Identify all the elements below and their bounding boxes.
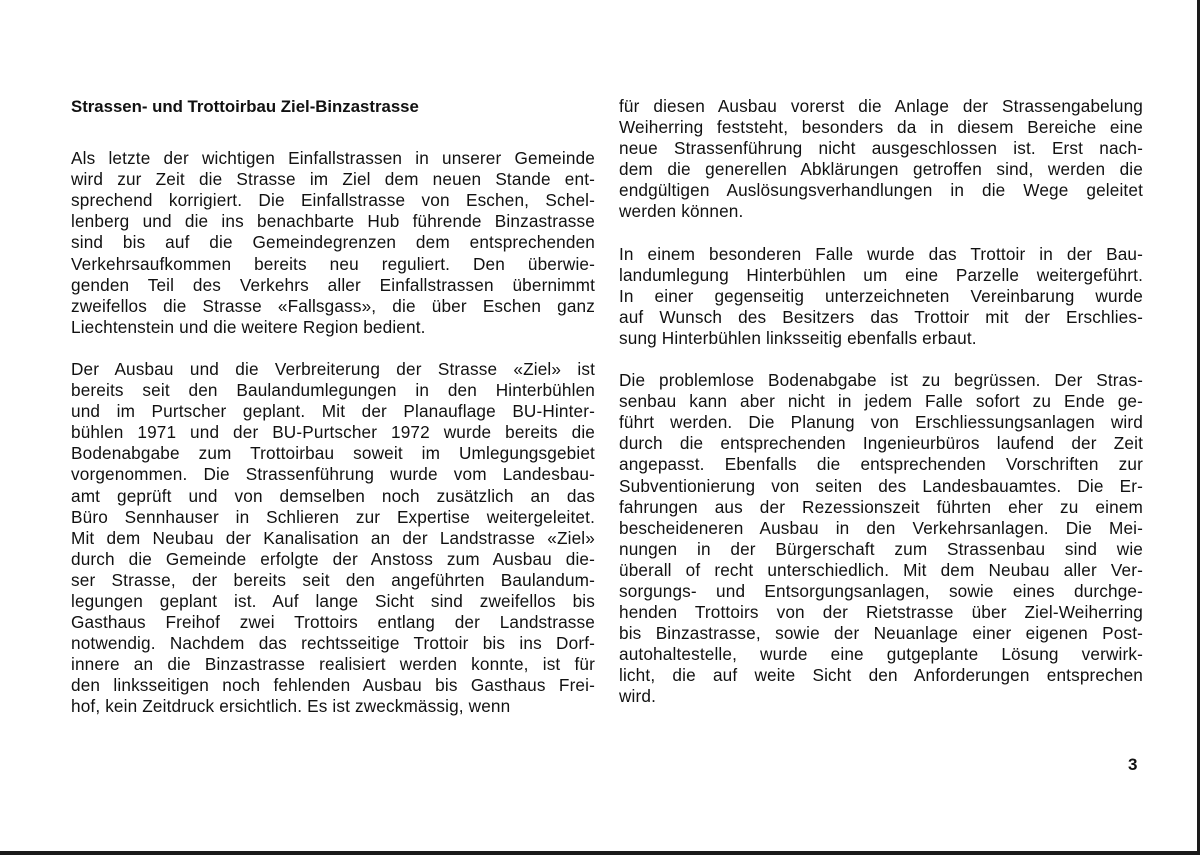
text-line: sorgungs- und Entsorgungsanlagen, sowie eines durchge- [619, 580, 1143, 601]
text-line: nungen in der Bürgerschaft zum Strassenbau sind wie [619, 538, 1143, 559]
text-line: Gasthaus Freihof zwei Trottoirs entlang der Landstrasse [71, 612, 595, 633]
text-line: Als letzte der wichtigen Einfallstrassen in unserer Gemeinde [71, 148, 595, 169]
text-line: genden Teil des Verkehrs aller Einfallstrassen übernimmt [71, 274, 595, 295]
paragraph [619, 370, 1143, 708]
text-line: werden können. [619, 201, 744, 222]
text-line: zweifellos die Strasse «Fallsgass», die über Eschen ganz [71, 295, 595, 316]
text-line: lenberg und die ins benachbarte Hub führende Binzastrasse [71, 211, 595, 232]
text-line: legungen geplant ist. Auf lange Sicht sind zweifellos bis [71, 590, 595, 611]
text-line: sind bis auf die Gemeindegrenzen dem entsprechenden [71, 232, 595, 253]
text-line: bescheideneren Ausbau in den Verkehrsanlagen. Die Mei- [619, 517, 1143, 538]
right-paragraphs [619, 96, 1143, 708]
text-line: bereits seit den Baulandumlegungen in den Hinterbühlen [71, 380, 595, 401]
text-line: bühlen 1971 und der BU-Purtscher 1972 wurde bereits die [71, 422, 595, 443]
text-line: henden Trottoirs von der Rietstrasse über Ziel-Weiherring [619, 602, 1143, 623]
text-line: führt werden. Die Planung von Erschliessungsanlagen wird [619, 412, 1143, 433]
text-line: Bodenabgabe zum Trottoirbau soweit im Umlegungsgebiet [71, 443, 595, 464]
text-line: angepasst. Ebenfalls die entsprechenden Vorschriften zur [619, 454, 1143, 475]
text-line: endgültigen Auslösungsverhandlungen in die Wege geleitet [619, 180, 1143, 201]
text-line: hof, kein Zeitdruck ersichtlich. Es ist zweckmässig, wenn [71, 696, 511, 717]
text-line: den linksseitigen noch fehlenden Ausbau bis Gasthaus Frei- [71, 675, 595, 696]
article-heading: Strassen- und Trottoirbau Ziel-Binzastrasse [71, 97, 419, 116]
text-line: Weiherring feststeht, besonders da in diesem Bereiche eine [619, 117, 1143, 138]
left-paragraphs [71, 148, 595, 717]
text-line: Mit dem Neubau der Kanalisation an der Landstrasse «Ziel» [71, 527, 595, 548]
text-line: autohaltestelle, wurde eine gutgeplante Lösung verwirk- [619, 644, 1143, 665]
right-column [619, 96, 1143, 729]
text-line: senbau kann aber nicht in jedem Falle sofort zu Ende ge- [619, 391, 1143, 412]
text-line: sprechend korrigiert. Die Einfallstrasse von Eschen, Schel- [71, 190, 595, 211]
text-line: innere an die Binzastrasse realisiert werden konnte, ist für [71, 654, 595, 675]
text-line: dem die generellen Abklärungen getroffen sind, werden die [619, 159, 1143, 180]
text-line: In einer gegenseitig unterzeichneten Vereinbarung wurde [619, 285, 1143, 306]
text-line: fahrungen aus der Rezessionszeit führten eher zu einem [619, 496, 1143, 517]
paragraph [619, 244, 1143, 349]
text-line: vorgenommen. Die Strassenführung wurde vom Landesbau- [71, 464, 595, 485]
text-line: ser Strasse, der bereits seit den angeführten Baulandum- [71, 569, 595, 590]
paragraph [619, 96, 1143, 223]
text-line: In einem besonderen Falle wurde das Trottoir in der Bau- [619, 243, 1143, 264]
text-line: notwendig. Nachdem das rechtsseitige Trottoir bis ins Dorf- [71, 633, 595, 654]
paragraph [71, 148, 595, 338]
text-line: auf Wunsch des Besitzers das Trottoir mit der Erschlies- [619, 306, 1143, 327]
text-line: Die problemlose Bodenabgabe ist zu begrüssen. Der Stras- [619, 370, 1143, 391]
text-line: Verkehrsaufkommen bereits neu reguliert. Den überwie- [71, 253, 595, 274]
text-line: Der Ausbau und die Verbreiterung der Strasse «Ziel» ist [71, 358, 595, 379]
text-line: licht, die auf weite Sicht den Anforderungen entsprechen [619, 665, 1143, 686]
text-line: bis Binzastrasse, sowie der Neuanlage einer eigenen Post- [619, 623, 1143, 644]
text-line: Subventionierung von seiten des Landesbauamtes. Die Er- [619, 475, 1143, 496]
text-line: und im Purtscher geplant. Mit der Planauflage BU-Hinter- [71, 401, 595, 422]
text-line: neue Strassenführung nicht ausgeschlossen ist. Erst nach- [619, 138, 1143, 159]
text-line: durch die entsprechenden Ingenieurbüros laufend der Zeit [619, 433, 1143, 454]
page-edge-bottom [0, 851, 1200, 855]
text-line: wird zur Zeit die Strasse im Ziel dem neuen Stande ent- [71, 169, 595, 190]
paragraph [71, 359, 595, 718]
text-line: Liechtenstein und die weitere Region bedient. [71, 316, 426, 337]
left-column [71, 96, 595, 739]
page-number: 3 [1128, 755, 1138, 774]
text-line: überall of recht unterschiedlich. Mit dem Neubau aller Ver- [619, 559, 1143, 580]
text-line: amt geprüft und von demselben noch zusätzlich an das [71, 485, 595, 506]
text-line: landumlegung Hinterbühlen um eine Parzelle weitergeführt. [619, 264, 1143, 285]
text-line: wird. [619, 686, 657, 707]
text-line: sung Hinterbühlen linksseitig ebenfalls erbaut. [619, 327, 977, 348]
text-line: Büro Sennhauser in Schlieren zur Expertise weitergeleitet. [71, 506, 595, 527]
text-line: durch die Gemeinde erfolgte der Anstoss zum Ausbau die- [71, 548, 595, 569]
text-line: für diesen Ausbau vorerst die Anlage der Strassengabelung [619, 96, 1143, 116]
